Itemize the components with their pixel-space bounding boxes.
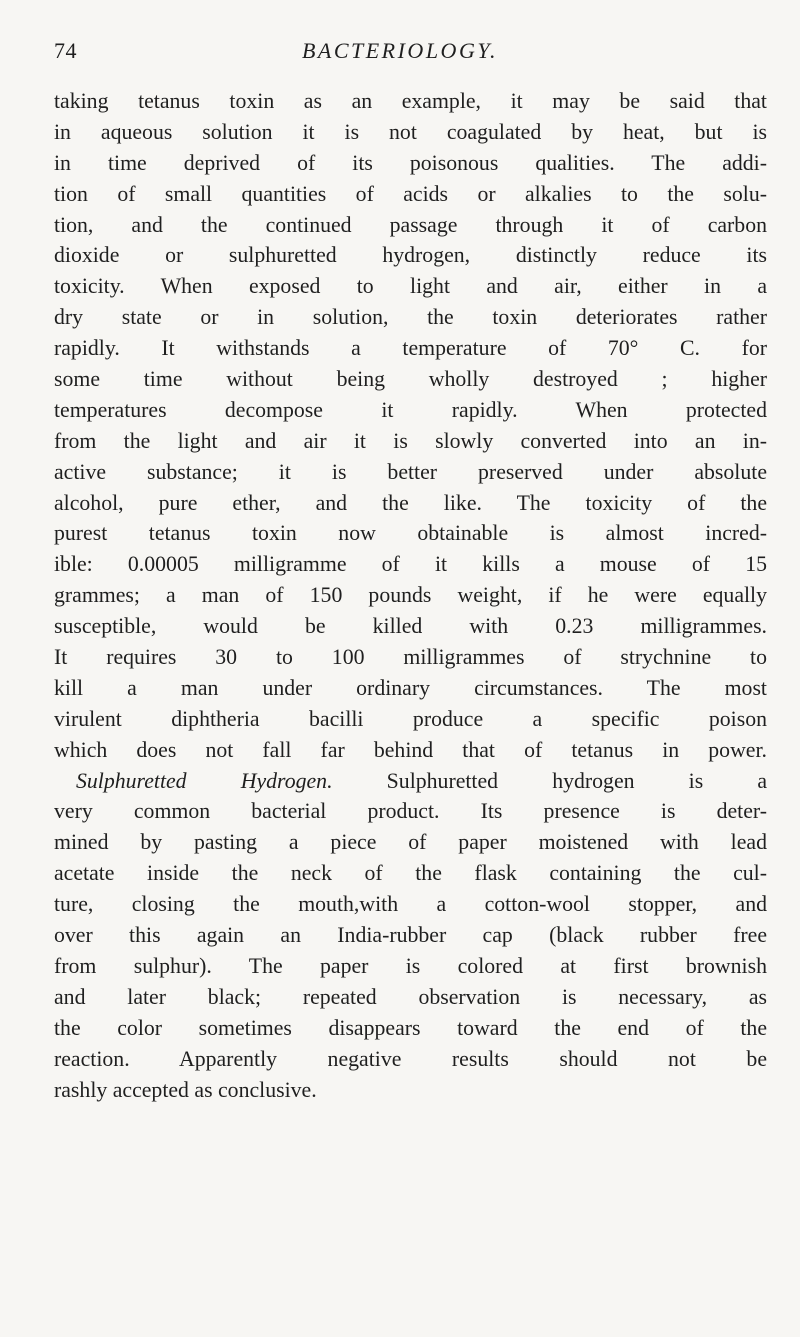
text-line: tion, and the continued passage through it of carbon (54, 212, 767, 237)
text-line: over this again an India-rubber cap (black rubber free (54, 923, 767, 948)
text-line: and later black; repeated observation is necessary, as (54, 984, 767, 1009)
text-line: taking tetanus toxin as an example, it may be said that (54, 89, 767, 113)
text-line: active substance; it is better preserved under absolute (54, 459, 767, 484)
text-line: reaction. Apparently negative results should not be (54, 1046, 767, 1071)
text-line: ible: 0.00005 milligramme of it kills a mouse of 15 (54, 552, 767, 577)
page-header (54, 38, 746, 78)
text-line: rashly accepted as conclusive. (54, 1077, 317, 1102)
text-line: It requires 30 to 100 milligrammes of strychnine to (54, 645, 767, 670)
text-line: grammes; a man of 150 pounds weight, if he were equally (54, 583, 767, 608)
text-line: which does not fall far behind that of tetanus in power. (54, 737, 767, 762)
text-line: rapidly. It withstands a temperature of 70° C. for (54, 336, 767, 361)
text-line: from the light and air it is slowly converted into an in- (54, 428, 767, 453)
text-line: in time deprived of its poisonous qualities. The addi- (54, 150, 767, 175)
text-line: purest tetanus toxin now obtainable is almost incred- (54, 521, 767, 546)
running-title: BACTERIOLOGY. (301, 38, 499, 63)
text-line: acetate inside the neck of the flask containing the cul- (54, 861, 767, 886)
text-line: very common bacterial product. Its presence is deter- (54, 799, 767, 824)
text-line: kill a man under ordinary circumstances. The most (54, 675, 767, 700)
text-line: tion of small quantities of acids or alkalies to the solu- (54, 181, 767, 206)
section-first-line (54, 766, 767, 797)
text-line: toxicity. When exposed to light and air, either in a (54, 274, 767, 299)
text-line: the color sometimes disappears toward the end of the (54, 1015, 767, 1040)
text-line: virulent diphtheria bacilli produce a specific poison (54, 706, 767, 731)
text-line: ture, closing the mouth,with a cotton-wool stopper, and (54, 892, 767, 917)
text-line: susceptible, would be killed with 0.23 milligrammes. (54, 614, 767, 639)
text-line: mined by pasting a piece of paper moistened with lead (54, 830, 767, 855)
text-line: alcohol, pure ether, and the like. The toxicity of the (54, 490, 767, 515)
text-line: in aqueous solution it is not coagulated by heat, but is (54, 119, 767, 144)
text-line: dry state or in solution, the toxin deteriorates rather (54, 305, 767, 330)
section-first-line-text: Sulphuretted hydrogen is a (386, 768, 767, 793)
text-line: dioxide or sulphuretted hydrogen, distinctly reduce its (54, 243, 767, 268)
section-heading: Sulphuretted Hydrogen. (76, 768, 333, 793)
body-text (54, 86, 767, 1105)
text-line: temperatures decompose it rapidly. When protected (54, 397, 767, 422)
text-line: from sulphur). The paper is colored at first brownish (54, 953, 767, 978)
page-number: 74 (54, 38, 77, 63)
text-line: some time without being wholly destroyed ; higher (54, 367, 767, 392)
